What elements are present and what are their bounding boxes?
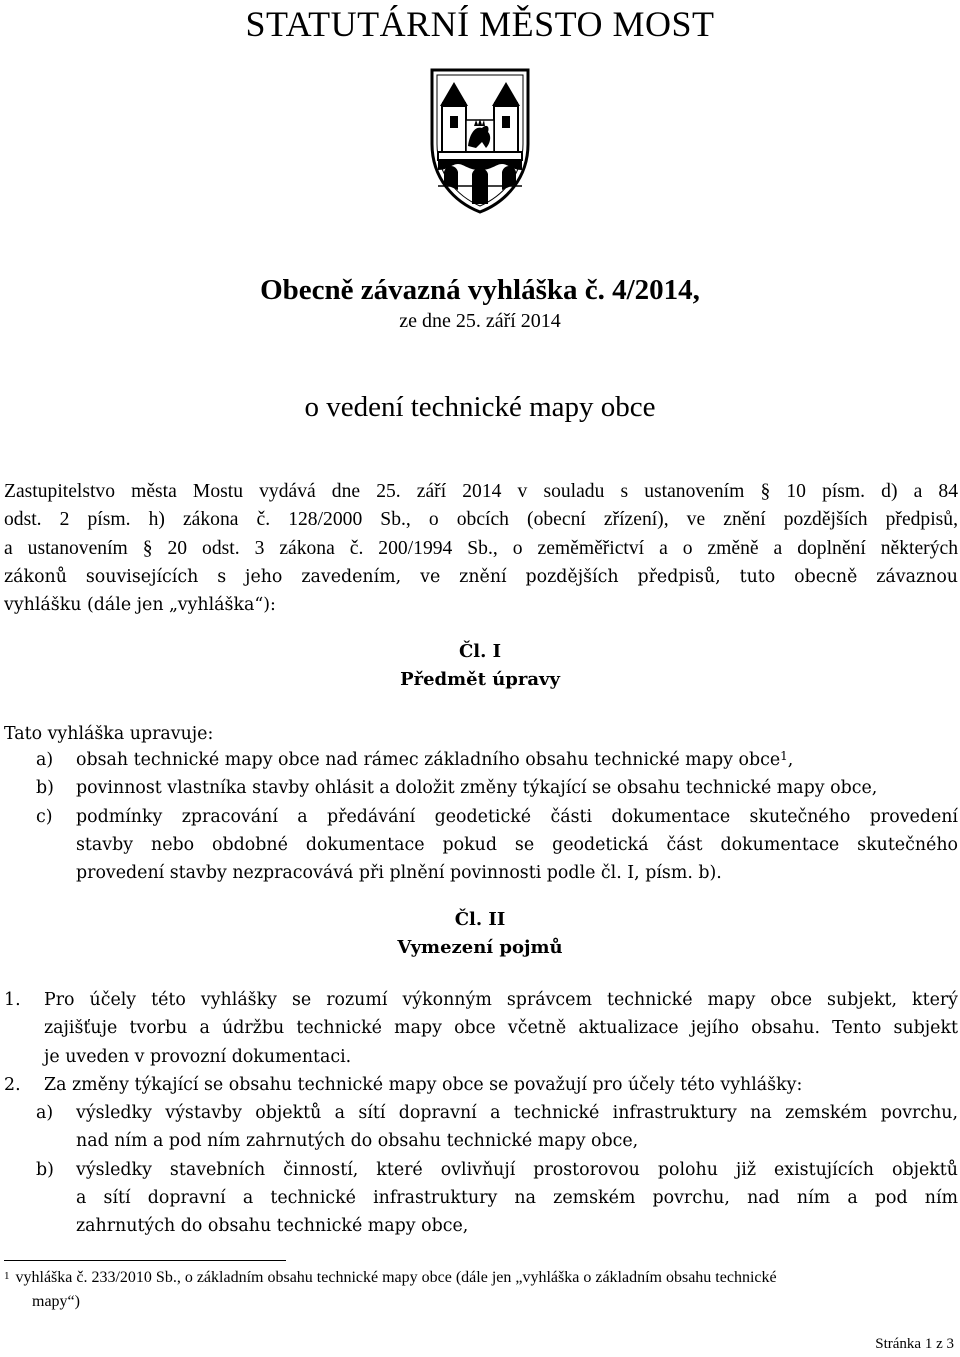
list-item-text: povinnost vlastníka stavby ohlásit a doložit změny týkající se obsahu technické mapy obce, [76,778,878,799]
article-1-number: Čl. I [458,641,502,662]
list-item-text: výsledky výstavby objektů a sítí dopravní a technické infrastruktury na zemském povrchu, nad ním a pod ním zahrnutých do obsahu technické mapy obce, [76,1103,958,1152]
preamble-line: Zastupitelstvo města Mostu vydává dne 25. září 2014 v souladu s ustanovením § 10 písm. d) a 84 [4,481,958,502]
preamble-line: a ustanovením § 20 odst. 3 zákona č. 200/1994 Sb., o zeměměřictví a o změně a doplnění některých [4,537,958,559]
footnote-reference: 1 [780,749,788,763]
article-2-list [4,986,958,1241]
article-1-list [4,746,958,887]
article-2-number: Čl. II [454,909,506,930]
list-item-text: podmínky zpracování a předávání geodetické části dokumentace skutečného provedení stavby nebo obdobné dokumentace pokud se geodetická část dokumentace skutečného provedení stavby nezpracovává při plnění povinnosti podle čl. I, písm. b). [76,806,958,884]
preamble-line: odst. 2 písm. h) zákona č. 128/2000 Sb., o obcích (obecní zřízení), ve znění pozdějších předpisů, [4,509,958,531]
list-marker: a) [36,1103,54,1124]
list-item [4,1156,958,1241]
list-item-text: výsledky stavebních činností, které ovlivňují prostorovou polohu již existujících objektů a sítí dopravní a technické infrastruktury na zemském povrchu, nad ním a pod ním zahrnutých do obsahu technické mapy obce, [76,1159,958,1237]
preamble-line: zákonů souvisejících s jeho zavedením, ve znění pozdějších předpisů, tuto obecně závaznou [4,566,958,587]
document-title: Obecně závazná vyhláška č. 4/2014, [260,274,700,306]
article-1-heading: Předmět úpravy [400,669,560,690]
list-item [4,803,958,888]
list-marker: b) [36,1159,54,1180]
list-item [4,774,958,802]
document-date: ze dne 25. září 2014 [399,310,561,332]
article-2-heading: Vymezení pojmů [397,937,563,958]
list-marker: c) [36,806,53,827]
list-marker: 1. [4,990,21,1010]
footnote-separator [4,1260,286,1261]
list-item [4,1071,958,1099]
list-marker: b) [36,778,54,799]
city-title: STATUTÁRNÍ MĚSTO MOST [245,4,715,44]
list-item [4,986,958,1071]
coat-of-arms-icon [428,66,532,216]
article-1-intro: Tato vyhláška upravuje: [4,724,214,744]
list-marker: 2. [4,1074,21,1095]
list-marker: a) [36,750,54,770]
page-number: Stránka 1 z 3 [875,1336,954,1352]
footnote-text: vyhláška č. 233/2010 Sb., o základním obsahu technické mapy obce (dále jen „vyhláška o základním obsahu technické [15,1269,777,1286]
preamble-line: vyhlášku (dále jen „vyhláška“): [4,595,276,616]
footnote [4,1266,958,1314]
list-item [4,746,958,774]
list-item-text: Za změny týkající se obsahu technické mapy obce se považují pro účely této vyhlášky: [44,1074,803,1095]
list-item-text: Pro účely této vyhlášky se rozumí výkonným správcem technické mapy obce subjekt, který zajišťuje tvorbu a údržbu technické mapy obce včetně aktualizace jejího obsahu. Tento subjekt je uveden v provozní dokumentaci. [44,990,958,1067]
document-subject: o vedení technické mapy obce [304,391,656,423]
preamble [4,478,958,619]
list-item-text: obsah technické mapy obce nad rámec základního obsahu technické mapy obce$^1$, [76,749,794,770]
footnote-text: mapy“) [32,1293,80,1310]
footnote-number: 1 [4,1270,10,1282]
list-item [4,1099,958,1156]
